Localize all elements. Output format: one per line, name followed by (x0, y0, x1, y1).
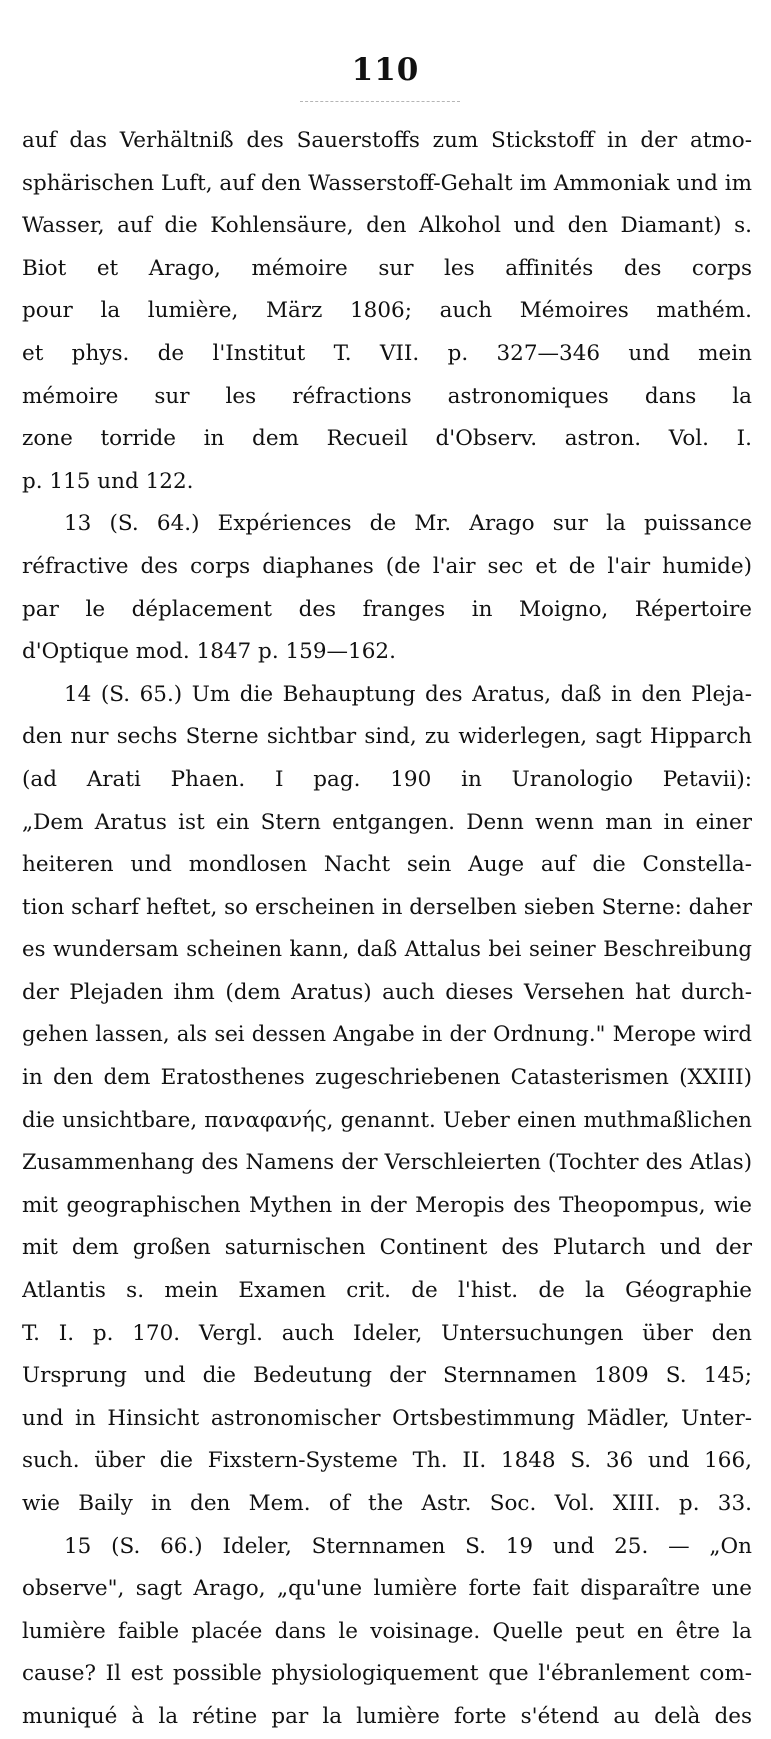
text-line: sphärischen Luft, auf den Wasserstoff-Gehalt im Ammoniak und im (22, 170, 752, 196)
text-line: par le déplacement des franges in Moigno, Répertoire (22, 596, 752, 622)
text-line: (ad Arati Phaen. I pag. 190 in Uranologio Petavii): (22, 766, 752, 792)
text-line: pour la lumière, März 1806; auch Mémoires mathém. (22, 298, 752, 324)
text-line: die unsichtbare, παναφανής, genannt. Ueber einen muthmaßlichen (22, 1107, 752, 1133)
text-line: Wasser, auf die Kohlensäure, den Alkohol und den Diamant) s. (22, 213, 752, 239)
text-line: und in Hinsicht astronomischer Ortsbestimmung Mädler, Unter- (22, 1405, 752, 1431)
text-line: in den dem Eratosthenes zugeschriebenen Catasterismen (XXIII) (22, 1065, 752, 1091)
text-line: muniqué à la rétine par la lumière forte s'étend au delà des (22, 1703, 752, 1729)
text-line: es wundersam scheinen kann, daß Attalus bei seiner Beschreibung (22, 937, 752, 963)
body-text (22, 120, 752, 1739)
text-line: auf das Verhältniß des Sauerstoffs zum Stickstoff in der atmo- (22, 128, 752, 153)
text-line: observe", sagt Arago, „qu'une lumière forte fait disparaître une (22, 1576, 752, 1602)
text-line: et phys. de l'Institut T. VII. p. 327—346 und mein (22, 340, 752, 366)
footnote-15-start: 15 (S. 66.) Ideler, Sternnamen S. 19 und 25. — „On (64, 1533, 752, 1559)
text-line: cause? Il est possible physiologiquement que l'ébranlement com- (22, 1661, 752, 1687)
footnote-14-start: 14 (S. 65.) Um die Behauptung des Aratus, daß in den Pleja- (64, 681, 752, 707)
text-line: such. über die Fixstern-Systeme Th. II. 1848 S. 36 und 166, (22, 1448, 752, 1474)
text-line: p. 115 und 122. (22, 468, 194, 494)
text-line: der Plejaden ihm (dem Aratus) auch dieses Versehen hat durch- (22, 979, 752, 1005)
footnote-13-start: 13 (S. 64.) Expériences de Mr. Arago sur la puissance (64, 511, 752, 537)
text-line: mit geographischen Mythen in der Meropis des Theopompus, wie (22, 1192, 752, 1218)
text-line: Ursprung und die Bedeutung der Sternnamen 1809 S. 145; (22, 1363, 752, 1389)
text-line: „Dem Aratus ist ein Stern entgangen. Denn wenn man in einer (22, 809, 752, 835)
text-line: tion scharf heftet, so erscheinen in derselben sieben Sterne: daher (22, 894, 752, 920)
text-line: Atlantis s. mein Examen crit. de l'hist. de la Géographie (22, 1278, 752, 1304)
text-line: Zusammenhang des Namens der Verschleierten (Tochter des Atlas) (22, 1150, 752, 1176)
text-line: heiteren und mondlosen Nacht sein Auge auf die Constella- (22, 852, 752, 878)
text-line: Biot et Arago, mémoire sur les affinités des corps (22, 255, 752, 281)
text-line: T. I. p. 170. Vergl. auch Ideler, Untersuchungen über den (22, 1320, 752, 1346)
text-line: mémoire sur les réfractions astronomiques dans la (22, 383, 752, 409)
text-line: mit dem großen saturnischen Continent des Plutarch und der (22, 1235, 752, 1261)
text-line: lumière faible placée dans le voisinage. Quelle peut en être la (22, 1618, 752, 1644)
text-line: réfractive des corps diaphanes (de l'air sec et de l'air humide) (22, 553, 752, 579)
text-line: gehen lassen, als sei dessen Angabe in der Ordnung." Merope wird (22, 1022, 752, 1048)
text-line: den nur sechs Sterne sichtbar sind, zu widerlegen, sagt Hipparch (22, 724, 752, 750)
text-line: zone torride in dem Recueil d'Observ. astron. Vol. I. (22, 426, 752, 452)
page-number: 110 (351, 52, 420, 88)
header-rule (300, 101, 460, 102)
text-line: wie Baily in den Mem. of the Astr. Soc. Vol. XIII. p. 33. (22, 1491, 752, 1516)
text-line: d'Optique mod. 1847 p. 159—162. (22, 639, 396, 665)
